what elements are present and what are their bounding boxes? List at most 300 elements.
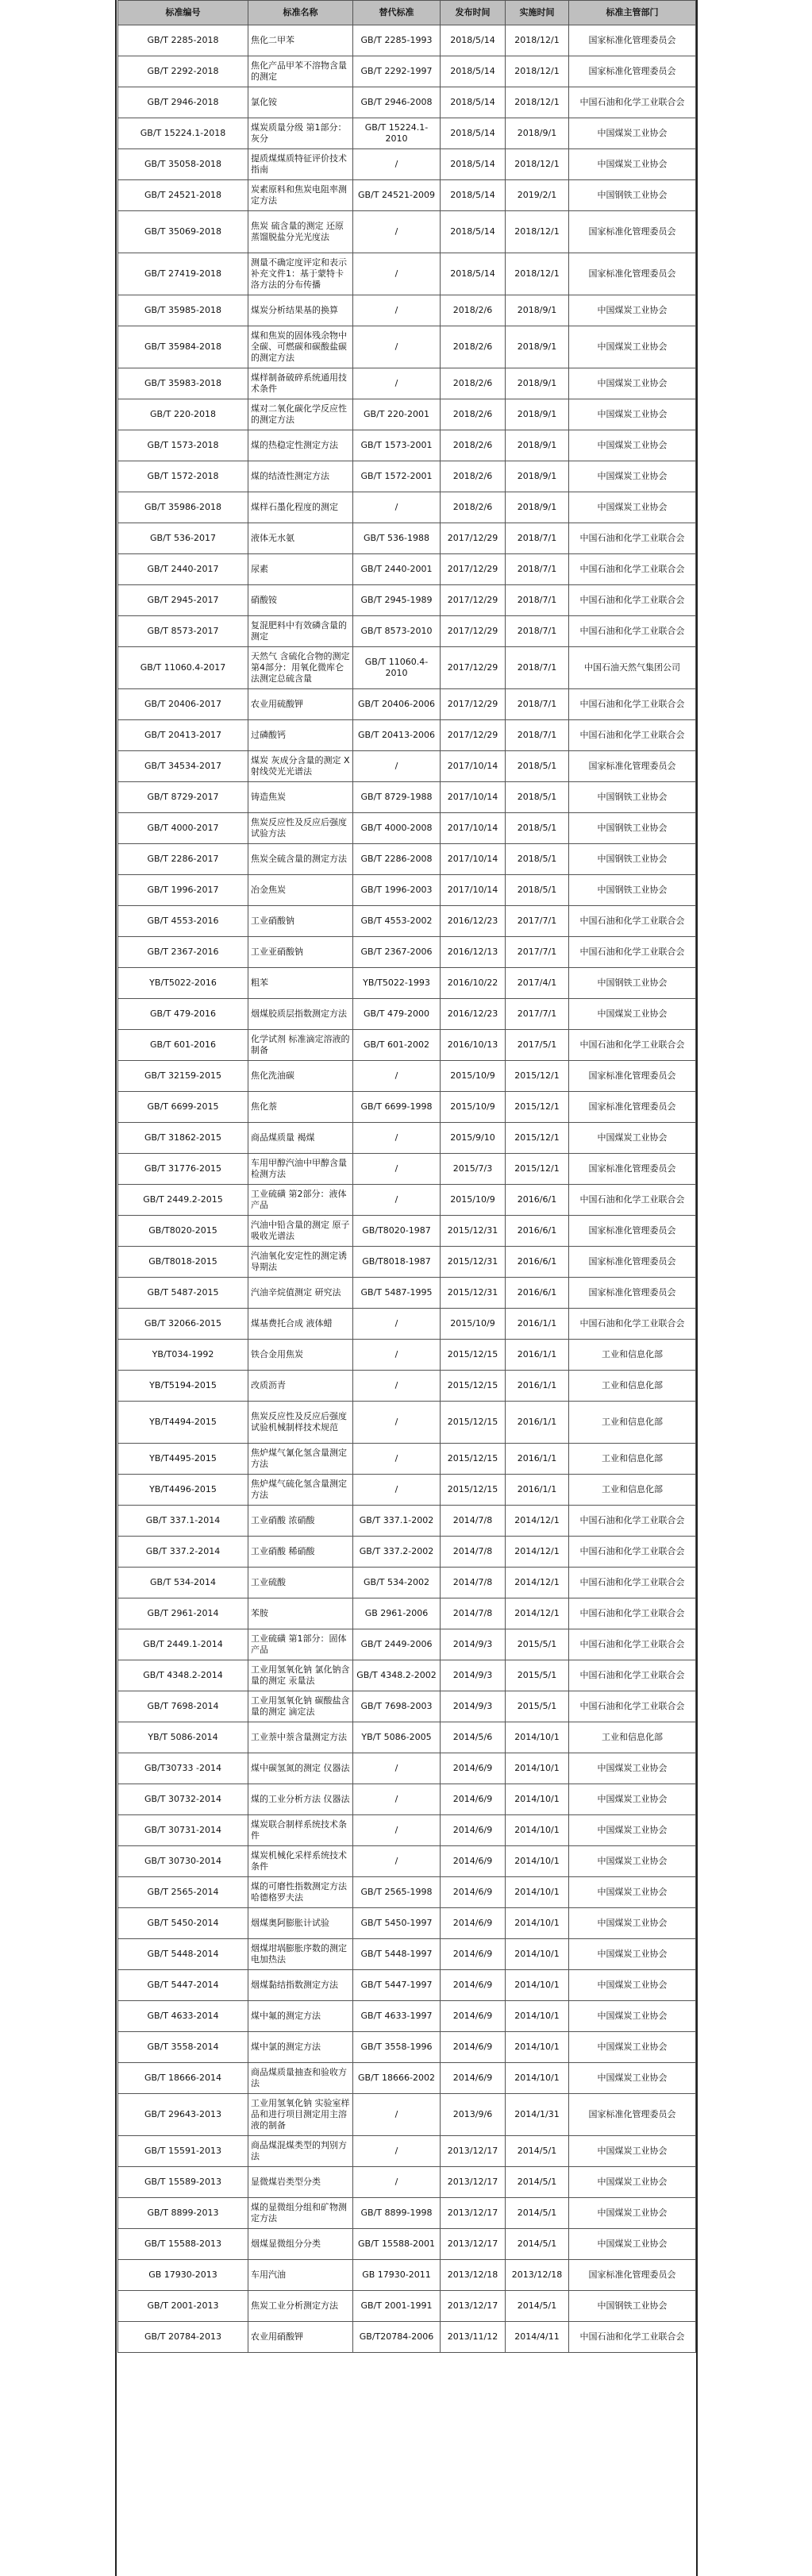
standard-name-cell: 粗苯 (248, 968, 353, 999)
standard-name-cell: 炭素原料和焦炭电阻率测定方法 (248, 180, 353, 211)
table-row (118, 430, 696, 461)
authority-cell: 中国钢铁工业协会 (569, 813, 696, 844)
replaced-standard-cell: / (353, 1061, 441, 1092)
effective-date-cell: 2017/7/1 (506, 906, 569, 937)
authority-cell: 国家标准化管理委员会 (569, 751, 696, 782)
authority-cell: 中国石油天然气集团公司 (569, 647, 696, 689)
effective-date-cell: 2017/4/1 (506, 968, 569, 999)
publish-date-cell: 2018/2/6 (441, 295, 506, 326)
replaced-standard-cell: GB/T 2285-1993 (353, 25, 441, 56)
replaced-standard-cell: GB/T 8899-1998 (353, 2198, 441, 2229)
replaced-standard-cell: GB/T 2292-1997 (353, 56, 441, 87)
standard-name-cell: 尿素 (248, 554, 353, 585)
effective-date-cell: 2014/10/1 (506, 1939, 569, 1970)
standard-number-cell: GB/T 15591-2013 (118, 2136, 248, 2167)
standard-name-cell: 冶金焦炭 (248, 875, 353, 906)
table-row (118, 1061, 696, 1092)
standard-number-cell: GB/T 29643-2013 (118, 2094, 248, 2136)
standard-number-cell: GB/T 11060.4-2017 (118, 647, 248, 689)
standard-number-cell: GB/T 35069-2018 (118, 211, 248, 253)
header-effective-date: 实施时间 (506, 1, 569, 25)
replaced-standard-cell: GB/T 2367-2006 (353, 937, 441, 968)
table-row (118, 1846, 696, 1877)
standard-number-cell: GB/T 35984-2018 (118, 326, 248, 368)
replaced-standard-cell: / (353, 1154, 441, 1185)
authority-cell: 工业和信息化部 (569, 1475, 696, 1506)
table-row (118, 782, 696, 813)
publish-date-cell: 2016/12/13 (441, 937, 506, 968)
publish-date-cell: 2014/6/9 (441, 1846, 506, 1877)
table-row (118, 118, 696, 149)
standard-name-cell: 氯化铵 (248, 87, 353, 118)
authority-cell: 中国石油和化学工业联合会 (569, 1660, 696, 1691)
publish-date-cell: 2014/6/9 (441, 1908, 506, 1939)
publish-date-cell: 2018/2/6 (441, 326, 506, 368)
standard-name-cell: 焦炭反应性及反应后强度试验机械制样技术规范 (248, 1402, 353, 1444)
table-row (118, 937, 696, 968)
standard-name-cell: 煤的工业分析方法 仪器法 (248, 1784, 353, 1815)
authority-cell: 国家标准化管理委员会 (569, 1216, 696, 1247)
table-row (118, 368, 696, 399)
authority-cell: 中国煤炭工业协会 (569, 149, 696, 180)
publish-date-cell: 2017/12/29 (441, 554, 506, 585)
effective-date-cell: 2018/12/1 (506, 211, 569, 253)
replaced-standard-cell: / (353, 1402, 441, 1444)
effective-date-cell: 2014/4/11 (506, 2322, 569, 2353)
authority-cell: 中国石油和化学工业联合会 (569, 1185, 696, 1216)
replaced-standard-cell: / (353, 492, 441, 523)
publish-date-cell: 2014/9/3 (441, 1660, 506, 1691)
replaced-standard-cell: / (353, 295, 441, 326)
authority-cell: 中国煤炭工业协会 (569, 2198, 696, 2229)
publish-date-cell: 2018/5/14 (441, 56, 506, 87)
effective-date-cell: 2014/10/1 (506, 1846, 569, 1877)
table-row (118, 1030, 696, 1061)
standard-number-cell: GB/T 2440-2017 (118, 554, 248, 585)
table-row (118, 1309, 696, 1340)
replaced-standard-cell: GB/T 20406-2006 (353, 689, 441, 720)
standard-number-cell: GB/T 35058-2018 (118, 149, 248, 180)
publish-date-cell: 2015/12/15 (441, 1340, 506, 1371)
publish-date-cell: 2015/12/31 (441, 1278, 506, 1309)
standard-name-cell: 焦炭反应性及反应后强度试验方法 (248, 813, 353, 844)
table-row (118, 399, 696, 430)
effective-date-cell: 2018/12/1 (506, 87, 569, 118)
replaced-standard-cell: YB/T5022-1993 (353, 968, 441, 999)
replaced-standard-cell: / (353, 1475, 441, 1506)
standard-name-cell: 焦化洗油碳 (248, 1061, 353, 1092)
effective-date-cell: 2014/10/1 (506, 1908, 569, 1939)
standard-number-cell: GB/T 27419-2018 (118, 253, 248, 295)
replaced-standard-cell: GB/T 6699-1998 (353, 1092, 441, 1123)
publish-date-cell: 2017/10/14 (441, 844, 506, 875)
standard-name-cell: 显微煤岩类型分类 (248, 2167, 353, 2198)
replaced-standard-cell: GB/T 20413-2006 (353, 720, 441, 751)
standard-name-cell: 煤样石墨化程度的测定 (248, 492, 353, 523)
standard-number-cell: GB/T 5447-2014 (118, 1970, 248, 2001)
header-standard-name: 标准名称 (248, 1, 353, 25)
replaced-standard-cell: GB/T8020-1987 (353, 1216, 441, 1247)
effective-date-cell: 2013/12/18 (506, 2260, 569, 2291)
standard-name-cell: 煤的结渣性测定方法 (248, 461, 353, 492)
table-row (118, 647, 696, 689)
publish-date-cell: 2015/10/9 (441, 1309, 506, 1340)
authority-cell: 中国石油和化学工业联合会 (569, 87, 696, 118)
standard-name-cell: 车用汽油 (248, 2260, 353, 2291)
effective-date-cell: 2018/9/1 (506, 118, 569, 149)
table-row (118, 56, 696, 87)
replaced-standard-cell: GB/T 8573-2010 (353, 616, 441, 647)
publish-date-cell: 2017/10/14 (441, 782, 506, 813)
replaced-standard-cell: / (353, 149, 441, 180)
standard-number-cell: GB/T 15224.1-2018 (118, 118, 248, 149)
standard-name-cell: 煤的可磨性指数测定方法 哈德格罗夫法 (248, 1877, 353, 1908)
table-row (118, 1506, 696, 1537)
replaced-standard-cell: / (353, 2167, 441, 2198)
replaced-standard-cell: GB/T 4553-2002 (353, 906, 441, 937)
publish-date-cell: 2014/6/9 (441, 1877, 506, 1908)
publish-date-cell: 2014/7/8 (441, 1537, 506, 1568)
standard-number-cell: GB/T 20406-2017 (118, 689, 248, 720)
standard-name-cell: 复混肥料中有效磷含量的测定 (248, 616, 353, 647)
replaced-standard-cell: GB/T20784-2006 (353, 2322, 441, 2353)
standard-name-cell: 焦化萘 (248, 1092, 353, 1123)
table-row (118, 1475, 696, 1506)
publish-date-cell: 2018/2/6 (441, 368, 506, 399)
table-row (118, 1629, 696, 1660)
replaced-standard-cell: GB/T 2946-2008 (353, 87, 441, 118)
publish-date-cell: 2013/9/6 (441, 2094, 506, 2136)
publish-date-cell: 2013/12/17 (441, 2291, 506, 2322)
table-row (118, 1371, 696, 1402)
table-row (118, 720, 696, 751)
standard-number-cell: GB/T 31776-2015 (118, 1154, 248, 1185)
authority-cell: 中国煤炭工业协会 (569, 2001, 696, 2032)
effective-date-cell: 2018/5/1 (506, 813, 569, 844)
authority-cell: 中国钢铁工业协会 (569, 180, 696, 211)
standard-name-cell: 工业用氢氧化钠 碳酸盐含量的测定 滴定法 (248, 1691, 353, 1722)
replaced-standard-cell: GB/T 601-2002 (353, 1030, 441, 1061)
standard-number-cell: GB/T 534-2014 (118, 1568, 248, 1598)
standard-name-cell: 焦化二甲苯 (248, 25, 353, 56)
standard-name-cell: 液体无水氨 (248, 523, 353, 554)
authority-cell: 中国石油和化学工业联合会 (569, 523, 696, 554)
table-row (118, 968, 696, 999)
effective-date-cell: 2018/9/1 (506, 399, 569, 430)
effective-date-cell: 2015/12/1 (506, 1154, 569, 1185)
table-row (118, 253, 696, 295)
replaced-standard-cell: GB/T8018-1987 (353, 1247, 441, 1278)
effective-date-cell: 2018/7/1 (506, 616, 569, 647)
authority-cell: 国家标准化管理委员会 (569, 1278, 696, 1309)
authority-cell: 中国石油和化学工业联合会 (569, 1309, 696, 1340)
standard-number-cell: YB/T034-1992 (118, 1340, 248, 1371)
effective-date-cell: 2018/5/1 (506, 782, 569, 813)
publish-date-cell: 2014/6/9 (441, 1970, 506, 2001)
replaced-standard-cell: GB/T 220-2001 (353, 399, 441, 430)
standard-number-cell: YB/T5022-2016 (118, 968, 248, 999)
authority-cell: 中国煤炭工业协会 (569, 1784, 696, 1815)
authority-cell: 中国石油和化学工业联合会 (569, 1030, 696, 1061)
authority-cell: 中国石油和化学工业联合会 (569, 937, 696, 968)
replaced-standard-cell: / (353, 1815, 441, 1846)
effective-date-cell: 2018/9/1 (506, 461, 569, 492)
replaced-standard-cell: GB/T 5450-1997 (353, 1908, 441, 1939)
standard-number-cell: GB/T 2565-2014 (118, 1877, 248, 1908)
replaced-standard-cell: / (353, 2094, 441, 2136)
authority-cell: 中国煤炭工业协会 (569, 1908, 696, 1939)
standard-number-cell: GB/T 32066-2015 (118, 1309, 248, 1340)
standard-number-cell: GB/T 2285-2018 (118, 25, 248, 56)
standard-number-cell: GB/T 8729-2017 (118, 782, 248, 813)
table-row (118, 1340, 696, 1371)
effective-date-cell: 2015/12/1 (506, 1123, 569, 1154)
authority-cell: 中国煤炭工业协会 (569, 118, 696, 149)
replaced-standard-cell: / (353, 1846, 441, 1877)
standard-name-cell: 烟煤坩埚膨胀序数的测定 电加热法 (248, 1939, 353, 1970)
standard-number-cell: GB/T 18666-2014 (118, 2063, 248, 2094)
table-row (118, 2032, 696, 2063)
standard-name-cell: 提质煤煤质特征评价技术指南 (248, 149, 353, 180)
authority-cell: 中国石油和化学工业联合会 (569, 720, 696, 751)
replaced-standard-cell: GB/T 4633-1997 (353, 2001, 441, 2032)
publish-date-cell: 2015/12/15 (441, 1444, 506, 1475)
table-row (118, 87, 696, 118)
authority-cell: 中国煤炭工业协会 (569, 492, 696, 523)
effective-date-cell: 2014/10/1 (506, 2001, 569, 2032)
header-row (118, 1, 696, 25)
standard-number-cell: GB/T 15589-2013 (118, 2167, 248, 2198)
authority-cell: 国家标准化管理委员会 (569, 56, 696, 87)
table-row (118, 1402, 696, 1444)
publish-date-cell: 2018/5/14 (441, 180, 506, 211)
standard-number-cell: YB/T5194-2015 (118, 1371, 248, 1402)
table-row (118, 326, 696, 368)
table-row (118, 1722, 696, 1753)
publish-date-cell: 2013/12/17 (441, 2136, 506, 2167)
publish-date-cell: 2018/5/14 (441, 118, 506, 149)
standard-number-cell: GB/T 30731-2014 (118, 1815, 248, 1846)
standard-number-cell: GB/T 601-2016 (118, 1030, 248, 1061)
table-row (118, 2136, 696, 2167)
publish-date-cell: 2014/6/9 (441, 1753, 506, 1784)
header-publish-date: 发布时间 (441, 1, 506, 25)
replaced-standard-cell: GB/T 8729-1988 (353, 782, 441, 813)
effective-date-cell: 2018/7/1 (506, 523, 569, 554)
standard-name-cell: 烟煤胶质层指数测定方法 (248, 999, 353, 1030)
authority-cell: 中国煤炭工业协会 (569, 1877, 696, 1908)
standard-name-cell: 天然气 含硫化合物的测定 第4部分：用氧化微库仑法测定总硫含量 (248, 647, 353, 689)
publish-date-cell: 2016/10/13 (441, 1030, 506, 1061)
standard-name-cell: 铁合金用焦炭 (248, 1340, 353, 1371)
authority-cell: 中国煤炭工业协会 (569, 1939, 696, 1970)
effective-date-cell: 2019/2/1 (506, 180, 569, 211)
standard-name-cell: 工业硫酸 (248, 1568, 353, 1598)
standard-number-cell: GB/T 220-2018 (118, 399, 248, 430)
replaced-standard-cell: GB/T 5448-1997 (353, 1939, 441, 1970)
authority-cell: 中国钢铁工业协会 (569, 844, 696, 875)
standard-number-cell: GB/T 2449.2-2015 (118, 1185, 248, 1216)
authority-cell: 中国石油和化学工业联合会 (569, 906, 696, 937)
standard-name-cell: 焦炉煤气硫化氢含量测定方法 (248, 1475, 353, 1506)
standard-number-cell: YB/T4494-2015 (118, 1402, 248, 1444)
table-row (118, 1092, 696, 1123)
publish-date-cell: 2017/10/14 (441, 813, 506, 844)
standard-number-cell: GB/T 1572-2018 (118, 461, 248, 492)
standard-number-cell: GB/T8020-2015 (118, 1216, 248, 1247)
replaced-standard-cell: / (353, 2136, 441, 2167)
publish-date-cell: 2015/12/31 (441, 1247, 506, 1278)
standard-name-cell: 铸造焦炭 (248, 782, 353, 813)
effective-date-cell: 2018/7/1 (506, 554, 569, 585)
standard-name-cell: 商品煤质量 褐煤 (248, 1123, 353, 1154)
left-page-edge (115, 0, 117, 2576)
replaced-standard-cell: GB/T 536-1988 (353, 523, 441, 554)
publish-date-cell: 2015/7/3 (441, 1154, 506, 1185)
standard-name-cell: 化学试剂 标准滴定溶液的制备 (248, 1030, 353, 1061)
table-row (118, 999, 696, 1030)
replaced-standard-cell: GB/T 2440-2001 (353, 554, 441, 585)
table-row (118, 813, 696, 844)
effective-date-cell: 2014/12/1 (506, 1568, 569, 1598)
replaced-standard-cell: GB/T 337.1-2002 (353, 1506, 441, 1537)
standard-name-cell: 煤基费托合成 液体蜡 (248, 1309, 353, 1340)
standard-number-cell: GB/T 35986-2018 (118, 492, 248, 523)
replaced-standard-cell: / (353, 1185, 441, 1216)
effective-date-cell: 2016/6/1 (506, 1185, 569, 1216)
standard-number-cell: GB/T 32159-2015 (118, 1061, 248, 1092)
authority-cell: 中国煤炭工业协会 (569, 2032, 696, 2063)
table-row (118, 492, 696, 523)
authority-cell: 中国煤炭工业协会 (569, 1970, 696, 2001)
publish-date-cell: 2017/10/14 (441, 875, 506, 906)
authority-cell: 中国煤炭工业协会 (569, 326, 696, 368)
standard-name-cell: 工业硫磺 第1部分：固体产品 (248, 1629, 353, 1660)
authority-cell: 国家标准化管理委员会 (569, 1061, 696, 1092)
publish-date-cell: 2017/12/29 (441, 616, 506, 647)
publish-date-cell: 2018/2/6 (441, 461, 506, 492)
effective-date-cell: 2016/1/1 (506, 1475, 569, 1506)
effective-date-cell: 2018/9/1 (506, 430, 569, 461)
table-row (118, 1247, 696, 1278)
effective-date-cell: 2018/7/1 (506, 720, 569, 751)
replaced-standard-cell: GB/T 4000-2008 (353, 813, 441, 844)
effective-date-cell: 2018/5/1 (506, 875, 569, 906)
table-row (118, 875, 696, 906)
authority-cell: 工业和信息化部 (569, 1371, 696, 1402)
standard-number-cell: GB/T 536-2017 (118, 523, 248, 554)
replaced-standard-cell: / (353, 1123, 441, 1154)
effective-date-cell: 2016/6/1 (506, 1247, 569, 1278)
table-row (118, 2167, 696, 2198)
effective-date-cell: 2018/7/1 (506, 647, 569, 689)
standard-name-cell: 焦炭工业分析测定方法 (248, 2291, 353, 2322)
standard-name-cell: 煤和焦炭的固体残余物中全碳、可燃碳和碳酸盐碳的测定方法 (248, 326, 353, 368)
publish-date-cell: 2014/7/8 (441, 1568, 506, 1598)
replaced-standard-cell: / (353, 1753, 441, 1784)
standard-name-cell: 煤炭质量分级 第1部分：灰分 (248, 118, 353, 149)
standard-name-cell: 煤对二氧化碳化学反应性的测定方法 (248, 399, 353, 430)
table-row (118, 1216, 696, 1247)
standard-name-cell: 汽油辛烷值测定 研究法 (248, 1278, 353, 1309)
replaced-standard-cell: GB/T 2449-2006 (353, 1629, 441, 1660)
effective-date-cell: 2014/10/1 (506, 2063, 569, 2094)
authority-cell: 国家标准化管理委员会 (569, 25, 696, 56)
table-row (118, 1123, 696, 1154)
replaced-standard-cell: / (353, 1784, 441, 1815)
replaced-standard-cell: YB/T 5086-2005 (353, 1722, 441, 1753)
publish-date-cell: 2014/6/9 (441, 2063, 506, 2094)
authority-cell: 国家标准化管理委员会 (569, 2094, 696, 2136)
authority-cell: 中国石油和化学工业联合会 (569, 689, 696, 720)
effective-date-cell: 2018/9/1 (506, 295, 569, 326)
authority-cell: 中国石油和化学工业联合会 (569, 1691, 696, 1722)
effective-date-cell: 2014/5/1 (506, 2198, 569, 2229)
publish-date-cell: 2014/5/6 (441, 1722, 506, 1753)
standard-name-cell: 工业用氢氧化钠 实验室样品和进行项目测定用主溶液的制备 (248, 2094, 353, 2136)
authority-cell: 国家标准化管理委员会 (569, 1092, 696, 1123)
authority-cell: 中国煤炭工业协会 (569, 368, 696, 399)
table-row (118, 2063, 696, 2094)
effective-date-cell: 2015/5/1 (506, 1660, 569, 1691)
standard-name-cell: 煤炭分析结果基的换算 (248, 295, 353, 326)
publish-date-cell: 2014/7/8 (441, 1598, 506, 1629)
standard-number-cell: GB/T 2449.1-2014 (118, 1629, 248, 1660)
replaced-standard-cell: / (353, 1340, 441, 1371)
table-row (118, 1598, 696, 1629)
standard-name-cell: 煤炭机械化采样系统技术条件 (248, 1846, 353, 1877)
effective-date-cell: 2018/9/1 (506, 326, 569, 368)
table-row (118, 844, 696, 875)
table-row (118, 2094, 696, 2136)
replaced-standard-cell: GB/T 1573-2001 (353, 430, 441, 461)
effective-date-cell: 2015/12/1 (506, 1092, 569, 1123)
authority-cell: 工业和信息化部 (569, 1444, 696, 1475)
standard-number-cell: YB/T 5086-2014 (118, 1722, 248, 1753)
effective-date-cell: 2014/1/31 (506, 2094, 569, 2136)
authority-cell: 国家标准化管理委员会 (569, 211, 696, 253)
standard-name-cell: 焦炭全硫含量的测定方法 (248, 844, 353, 875)
standard-name-cell: 焦化产品甲苯不溶物含量的测定 (248, 56, 353, 87)
standard-number-cell: GB/T 1996-2017 (118, 875, 248, 906)
standard-number-cell: YB/T4495-2015 (118, 1444, 248, 1475)
publish-date-cell: 2015/10/9 (441, 1092, 506, 1123)
table-row (118, 1970, 696, 2001)
replaced-standard-cell: / (353, 1444, 441, 1475)
authority-cell: 中国煤炭工业协会 (569, 1753, 696, 1784)
standard-name-cell: 商品煤混煤类型的判别方法 (248, 2136, 353, 2167)
publish-date-cell: 2014/6/9 (441, 2001, 506, 2032)
standard-number-cell: YB/T4496-2015 (118, 1475, 248, 1506)
standard-name-cell: 煤中碳氢氮的测定 仪器法 (248, 1753, 353, 1784)
right-page-edge (696, 0, 698, 2576)
authority-cell: 国家标准化管理委员会 (569, 2260, 696, 2291)
replaced-standard-cell: GB/T 4348.2-2002 (353, 1660, 441, 1691)
table-row (118, 1877, 696, 1908)
standard-name-cell: 工业亚硝酸钠 (248, 937, 353, 968)
standard-name-cell: 工业硝酸钠 (248, 906, 353, 937)
standard-number-cell: GB/T 5448-2014 (118, 1939, 248, 1970)
authority-cell: 中国石油和化学工业联合会 (569, 1537, 696, 1568)
replaced-standard-cell: GB/T 5447-1997 (353, 1970, 441, 2001)
effective-date-cell: 2014/5/1 (506, 2136, 569, 2167)
table-row (118, 2260, 696, 2291)
replaced-standard-cell: GB/T 5487-1995 (353, 1278, 441, 1309)
table-row (118, 1278, 696, 1309)
standard-number-cell: GB/T 479-2016 (118, 999, 248, 1030)
replaced-standard-cell: GB/T 24521-2009 (353, 180, 441, 211)
effective-date-cell: 2014/10/1 (506, 1722, 569, 1753)
